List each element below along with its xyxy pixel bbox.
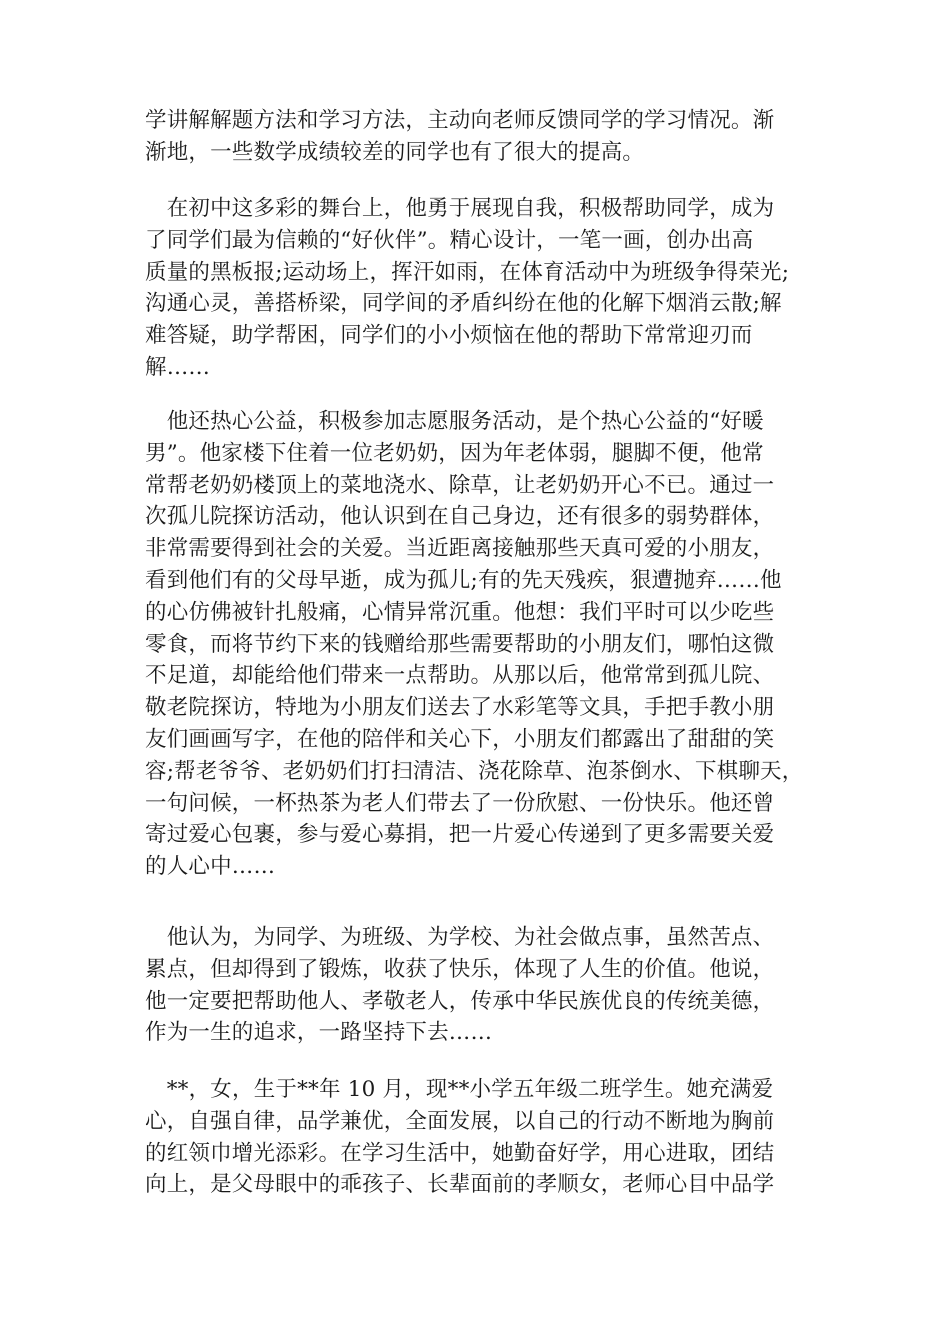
paragraph-line: 男”。他家楼下住着一位老奶奶，因为年老体弱，腿脚不便，他常	[145, 440, 764, 466]
paragraph-line: **，女，生于**年 10 月，现**小学五年级二班学生。她充满爱	[145, 1077, 774, 1102]
paragraph-line: 寄过爱心包裹，参与爱心募捐，把一片爱心传递到了更多需要关爱	[145, 822, 775, 848]
paragraph-line: 零食，而将节约下来的钱赠给那些需要帮助的小朋友们，哪怕这微	[145, 631, 775, 657]
paragraph-line: 不足道，却能给他们带来一点帮助。从那以后，他常常到孤儿院、	[145, 663, 775, 689]
paragraph-line: 他还热心公益，积极参加志愿服务活动，是个热心公益的“好暖	[145, 409, 764, 434]
paragraph-5	[145, 1074, 825, 1201]
paragraph-line: 作为一生的追求，一路坚持下去……	[145, 1020, 493, 1046]
paragraph-line: 次孤儿院探访活动，他认识到在自己身边，还有很多的弱势群体，	[145, 504, 775, 530]
paragraph-line: 非常需要得到社会的关爱。当近距离接触那些天真可爱的小朋友，	[145, 536, 775, 562]
paragraph-line: 一句问候，一杯热茶为老人们带去了一份欣慰、一份快乐。他还曾	[145, 790, 775, 816]
paragraph-line: 累点，但却得到了锻炼，收获了快乐，体现了人生的价值。他说，	[145, 956, 775, 982]
paragraph-line: 渐地，一些数学成绩较差的同学也有了很大的提高。	[145, 139, 645, 165]
paragraph-line: 的红领巾增光添彩。在学习生活中，她勤奋好学，用心进取，团结	[145, 1140, 775, 1166]
paragraph-line: 质量的黑板报;运动场上，挥汗如雨，在体育活动中为班级争得荣光;	[145, 259, 790, 285]
paragraph-line: 的人心中……	[145, 854, 276, 880]
paragraph-1	[145, 105, 825, 169]
paragraph-line: 常帮老奶奶楼顶上的菜地浇水、除草，让老奶奶开心不已。通过一	[145, 472, 775, 498]
paragraph-line: 看到他们有的父母早逝，成为孤儿;有的先天残疾，狠遭抛弃……他	[145, 567, 782, 593]
paragraph-line: 沟通心灵，善搭桥梁，同学间的矛盾纠纷在他的化解下烟消云散;解	[145, 291, 782, 317]
paragraph-line: 难答疑，助学帮困，同学们的小小烦恼在他的帮助下常常迎刃而	[145, 323, 753, 349]
paragraph-line: 心，自强自律，品学兼优，全面发展，以自己的行动不断地为胸前	[145, 1108, 775, 1134]
paragraph-line: 学讲解解题方法和学习方法，主动向老师反馈同学的学习情况。渐	[145, 108, 775, 133]
paragraph-line: 他认为，为同学、为班级、为学校、为社会做点事，虽然苦点、	[145, 925, 775, 950]
paragraph-line: 向上，是父母眼中的乖孩子、长辈面前的孝顺女，老师心目中品学	[145, 1172, 775, 1198]
paragraph-line: 在初中这多彩的舞台上，他勇于展现自我，积极帮助同学，成为	[145, 196, 775, 221]
paragraph-2	[145, 193, 825, 384]
paragraph-3	[145, 406, 825, 883]
paragraph-line: 他一定要把帮助他人、孝敬老人，传承中华民族优良的传统美德，	[145, 988, 775, 1014]
paragraph-line: 了同学们最为信赖的“好伙伴”。精心设计，一笔一画，创办出高	[145, 227, 754, 253]
paragraph-4	[145, 922, 825, 1049]
paragraph-line: 的心仿佛被针扎般痛，心情异常沉重。他想：我们平时可以少吃些	[145, 599, 775, 625]
paragraph-line: 解……	[145, 354, 211, 380]
paragraph-line: 友们画画写字，在他的陪伴和关心下，小朋友们都露出了甜甜的笑	[145, 726, 775, 752]
paragraph-line: 容;帮老爷爷、老奶奶们打扫清洁、浇花除草、泡茶倒水、下棋聊天，	[145, 758, 804, 784]
paragraph-line: 敬老院探访，特地为小朋友们送去了水彩笔等文具，手把手教小朋	[145, 695, 775, 721]
